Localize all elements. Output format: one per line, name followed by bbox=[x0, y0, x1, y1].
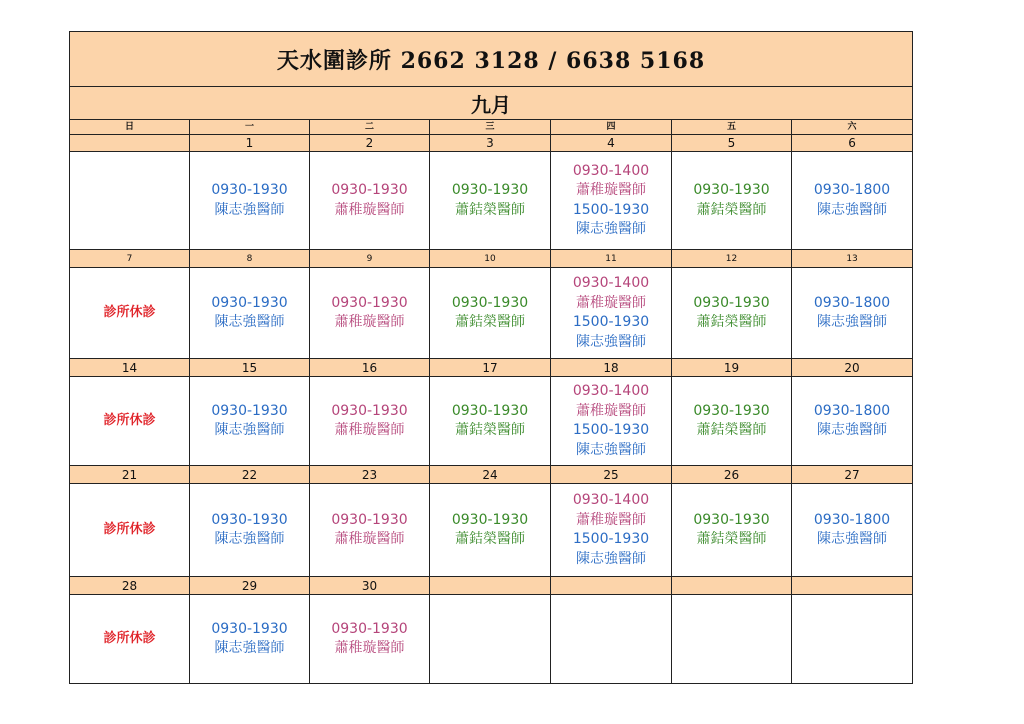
date-number: 1 bbox=[190, 135, 310, 152]
day-cell bbox=[430, 377, 551, 466]
shift-time: 0930-1800 bbox=[813, 182, 891, 198]
doctor-name: 陳志強醫師 bbox=[214, 201, 285, 218]
month-title: 九月 bbox=[70, 87, 913, 120]
doctor-name: 蕭稚璇醫師 bbox=[576, 294, 646, 311]
day-cell bbox=[310, 268, 430, 359]
shift-time: 0930-1930 bbox=[331, 294, 408, 311]
date-number: 16 bbox=[310, 359, 430, 377]
shift-time: 0930-1930 bbox=[211, 402, 288, 419]
weekday-header: 五 bbox=[672, 120, 792, 135]
day-cell bbox=[70, 595, 190, 684]
day-cell bbox=[190, 595, 310, 684]
clinic-title: 天水圍診所 2662 3128 / 6638 5168 bbox=[70, 32, 913, 87]
doctor-name: 蕭銡榮醫師 bbox=[455, 531, 525, 547]
date-number: 30 bbox=[310, 577, 430, 595]
day-cell bbox=[190, 268, 310, 359]
doctor-name: 陳志強醫師 bbox=[576, 441, 646, 458]
day-cell bbox=[310, 377, 430, 466]
day-cell bbox=[310, 595, 430, 684]
date-number: 27 bbox=[792, 466, 913, 484]
shift-time: 0930-1400 bbox=[572, 275, 650, 291]
day-cell bbox=[792, 152, 913, 250]
date-number: 10 bbox=[430, 250, 551, 268]
date-number: 21 bbox=[70, 466, 190, 484]
shift-time: 0930-1930 bbox=[331, 620, 408, 637]
day-cell bbox=[70, 484, 190, 577]
day-cell bbox=[792, 377, 913, 466]
date-number: 18 bbox=[551, 359, 672, 377]
day-cell bbox=[70, 152, 190, 250]
weekday-header: 日 bbox=[70, 120, 190, 135]
day-cell bbox=[672, 484, 792, 577]
doctor-name: 陳志強醫師 bbox=[576, 550, 646, 567]
date-number bbox=[792, 577, 913, 595]
date-number bbox=[70, 135, 190, 152]
doctor-name: 蕭銡榮醫師 bbox=[455, 314, 525, 330]
doctor-name: 蕭銡榮醫師 bbox=[696, 314, 767, 330]
date-row bbox=[70, 577, 913, 595]
shift-time: 0930-1930 bbox=[451, 402, 529, 419]
doctor-name: 陳志強醫師 bbox=[817, 422, 888, 438]
doctor-name: 陳志強醫師 bbox=[576, 221, 646, 237]
doctor-name: 蕭銡榮醫師 bbox=[696, 531, 767, 547]
shift-time: 0930-1930 bbox=[451, 182, 529, 198]
shift-time: 1500-1930 bbox=[572, 422, 650, 438]
day-cell bbox=[672, 595, 792, 684]
day-cell bbox=[792, 595, 913, 684]
day-cell bbox=[310, 152, 430, 250]
doctor-name: 蕭稚璇醫師 bbox=[334, 531, 405, 547]
date-number: 28 bbox=[70, 577, 190, 595]
date-number: 14 bbox=[70, 359, 190, 377]
clinic-closed-label: 診所休診 bbox=[103, 413, 156, 429]
shift-time: 1500-1930 bbox=[572, 531, 650, 547]
date-number: 19 bbox=[672, 359, 792, 377]
clinic-schedule-calendar bbox=[69, 31, 913, 684]
doctor-name: 蕭稚璇醫師 bbox=[334, 640, 405, 656]
day-cell bbox=[672, 377, 792, 466]
shift-time: 0930-1400 bbox=[572, 383, 650, 399]
shift-time: 0930-1930 bbox=[211, 182, 288, 198]
day-cell bbox=[551, 268, 672, 359]
doctor-name: 蕭銡榮醫師 bbox=[696, 201, 767, 218]
date-row bbox=[70, 250, 913, 268]
date-number: 7 bbox=[70, 250, 190, 268]
schedule-row bbox=[70, 595, 913, 684]
date-number bbox=[672, 577, 792, 595]
date-number: 11 bbox=[551, 250, 672, 268]
shift-time: 0930-1930 bbox=[451, 294, 529, 311]
day-cell bbox=[190, 377, 310, 466]
date-number: 4 bbox=[551, 135, 672, 152]
date-row bbox=[70, 359, 913, 377]
date-number: 12 bbox=[672, 250, 792, 268]
day-cell bbox=[430, 152, 551, 250]
doctor-name: 蕭銡榮醫師 bbox=[696, 422, 767, 438]
shift-time: 0930-1930 bbox=[693, 511, 770, 528]
shift-time: 1500-1930 bbox=[572, 201, 650, 218]
date-number: 25 bbox=[551, 466, 672, 484]
doctor-name: 陳志強醫師 bbox=[817, 531, 888, 547]
doctor-name: 蕭稚璇醫師 bbox=[576, 402, 646, 419]
day-cell bbox=[672, 152, 792, 250]
weekday-header: 二 bbox=[310, 120, 430, 135]
doctor-name: 蕭稚璇醫師 bbox=[576, 182, 646, 198]
date-number bbox=[551, 577, 672, 595]
date-number: 5 bbox=[672, 135, 792, 152]
date-number: 26 bbox=[672, 466, 792, 484]
doctor-name: 陳志強醫師 bbox=[214, 314, 285, 330]
day-cell bbox=[430, 595, 551, 684]
day-cell bbox=[551, 484, 672, 577]
doctor-name: 陳志強醫師 bbox=[214, 640, 285, 656]
date-number bbox=[430, 577, 551, 595]
date-number: 29 bbox=[190, 577, 310, 595]
schedule-row bbox=[70, 484, 913, 577]
doctor-name: 蕭稚璇醫師 bbox=[334, 422, 405, 438]
shift-time: 0930-1800 bbox=[813, 402, 891, 419]
clinic-closed-label: 診所休診 bbox=[103, 631, 156, 647]
date-number: 17 bbox=[430, 359, 551, 377]
date-number: 9 bbox=[310, 250, 430, 268]
shift-time: 0930-1930 bbox=[331, 182, 408, 198]
schedule-row bbox=[70, 268, 913, 359]
day-cell bbox=[190, 484, 310, 577]
shift-time: 0930-1930 bbox=[211, 620, 288, 637]
weekday-header: 三 bbox=[430, 120, 551, 135]
shift-time: 0930-1400 bbox=[572, 162, 650, 179]
doctor-name: 蕭稚璇醫師 bbox=[576, 511, 646, 528]
doctor-name: 陳志強醫師 bbox=[214, 422, 285, 438]
date-number: 15 bbox=[190, 359, 310, 377]
shift-time: 0930-1400 bbox=[572, 492, 650, 508]
date-number: 22 bbox=[190, 466, 310, 484]
shift-time: 1500-1930 bbox=[572, 314, 650, 330]
shift-time: 0930-1930 bbox=[451, 511, 529, 528]
shift-time: 0930-1930 bbox=[211, 294, 288, 311]
shift-time: 0930-1930 bbox=[693, 402, 770, 419]
doctor-name: 陳志強醫師 bbox=[576, 333, 646, 350]
shift-time: 0930-1930 bbox=[693, 294, 770, 311]
day-cell bbox=[792, 484, 913, 577]
shift-time: 0930-1800 bbox=[813, 294, 891, 311]
shift-time: 0930-1930 bbox=[693, 182, 770, 198]
shift-time: 0930-1930 bbox=[331, 511, 408, 528]
date-number: 24 bbox=[430, 466, 551, 484]
date-number: 8 bbox=[190, 250, 310, 268]
date-number: 6 bbox=[792, 135, 913, 152]
shift-time: 0930-1930 bbox=[211, 511, 288, 528]
day-cell bbox=[430, 268, 551, 359]
day-cell bbox=[70, 268, 190, 359]
doctor-name: 陳志強醫師 bbox=[817, 201, 888, 218]
doctor-name: 蕭銡榮醫師 bbox=[455, 422, 525, 438]
date-row bbox=[70, 135, 913, 152]
doctor-name: 陳志強醫師 bbox=[817, 314, 888, 330]
schedule-row bbox=[70, 152, 913, 250]
schedule-row bbox=[70, 377, 913, 466]
doctor-name: 蕭銡榮醫師 bbox=[455, 201, 525, 218]
date-row bbox=[70, 466, 913, 484]
date-number: 2 bbox=[310, 135, 430, 152]
day-cell bbox=[551, 377, 672, 466]
doctor-name: 蕭稚璇醫師 bbox=[334, 201, 405, 218]
weekday-header: 一 bbox=[190, 120, 310, 135]
shift-time: 0930-1800 bbox=[813, 511, 891, 528]
day-cell bbox=[792, 268, 913, 359]
date-number: 13 bbox=[792, 250, 913, 268]
day-cell bbox=[190, 152, 310, 250]
day-cell bbox=[551, 152, 672, 250]
date-number: 3 bbox=[430, 135, 551, 152]
doctor-name: 陳志強醫師 bbox=[214, 531, 285, 547]
day-cell bbox=[70, 377, 190, 466]
shift-time: 0930-1930 bbox=[331, 402, 408, 419]
day-cell bbox=[672, 268, 792, 359]
doctor-name: 蕭稚璇醫師 bbox=[334, 314, 405, 330]
day-cell bbox=[310, 484, 430, 577]
weekday-header: 六 bbox=[792, 120, 913, 135]
clinic-closed-label: 診所休診 bbox=[103, 305, 156, 321]
day-cell bbox=[551, 595, 672, 684]
weekday-header: 四 bbox=[551, 120, 672, 135]
clinic-closed-label: 診所休診 bbox=[103, 522, 156, 538]
day-cell bbox=[430, 484, 551, 577]
date-number: 20 bbox=[792, 359, 913, 377]
date-number: 23 bbox=[310, 466, 430, 484]
